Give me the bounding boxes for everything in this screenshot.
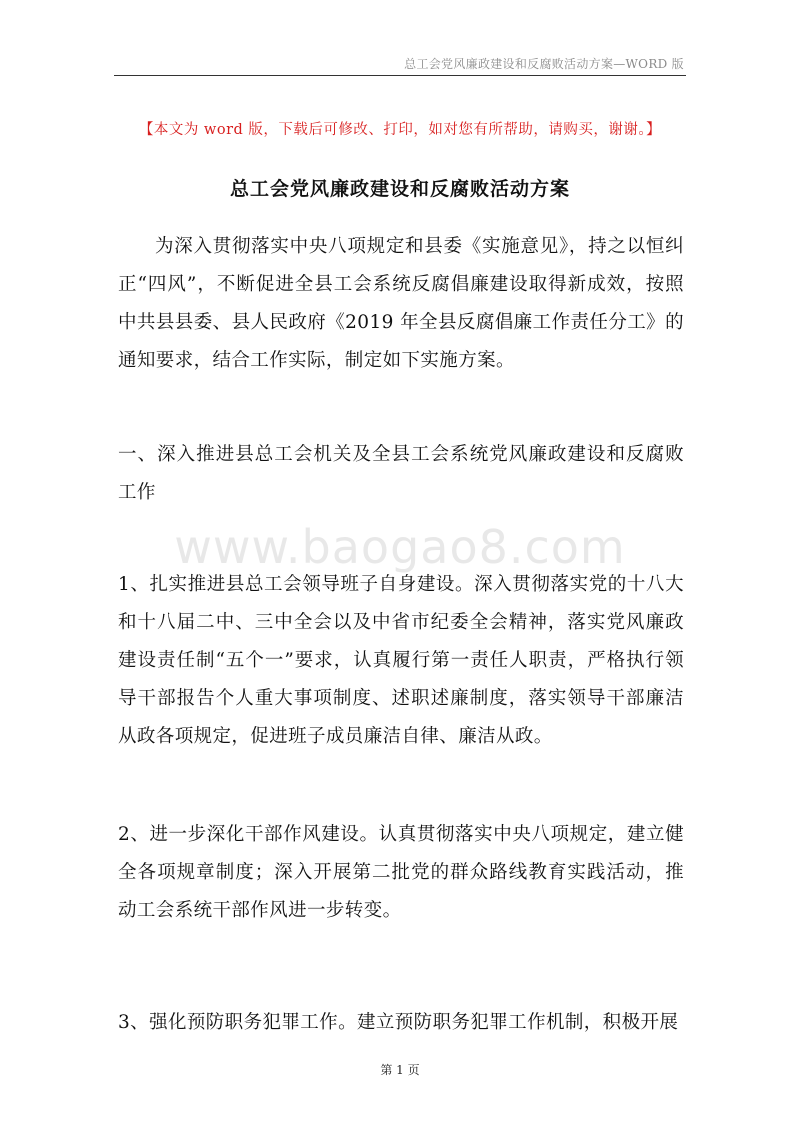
list-item-2: 2、进一步深化干部作风建设。认真贯彻落实中央八项规定，建立健全各项规章制度；深入开展第二批党的群众路线教育实践活动，推动工会系统干部作风进一步转变。 (118, 824, 684, 921)
intro-paragraph: 为深入贯彻落实中央八项规定和县委《实施意见》，持之以恒纠正“四风”，不断促进全县工会系统反腐倡廉建设取得新成效，按照中共县县委、县人民政府《2019 年全县反腐倡廉工作责任分工》的通知要求，结合工作实际，制定如下实施方案。 (118, 236, 684, 371)
download-notice: 【本文为 word 版，下载后可修改、打印，如对您有所帮助，请购买，谢谢。】 (138, 122, 662, 138)
list-item-1: 1、扎实推进县总工会领导班子自身建设。深入贯彻落实党的十八大和十八届二中、三中全会以及中省市纪委全会精神，落实党风廉政建设责任制“五个一”要求，认真履行第一责任人职责，严格执行领导干部报告个人重大事项制度、述职述廉制度，落实领导干部廉洁从政各项规定，促进班子成员廉洁自律、廉洁从政。 (118, 574, 684, 747)
page-number: 第 1 页 (380, 1063, 420, 1077)
header-divider (114, 75, 686, 76)
document-title: 总工会党风廉政建设和反腐败活动方案 (229, 178, 570, 200)
list-item-3: 3、强化预防职务犯罪工作。建立预防职务犯罪工作机制，积极开展 (118, 1012, 679, 1033)
section-heading: 一、深入推进县总工会机关及全县工会系统党风廉政建设和反腐败工作 (118, 444, 684, 503)
running-header: 总工会党风廉政建设和反腐败活动方案—WORD 版 (404, 57, 684, 71)
watermark: www.baogao8.com (174, 520, 626, 574)
